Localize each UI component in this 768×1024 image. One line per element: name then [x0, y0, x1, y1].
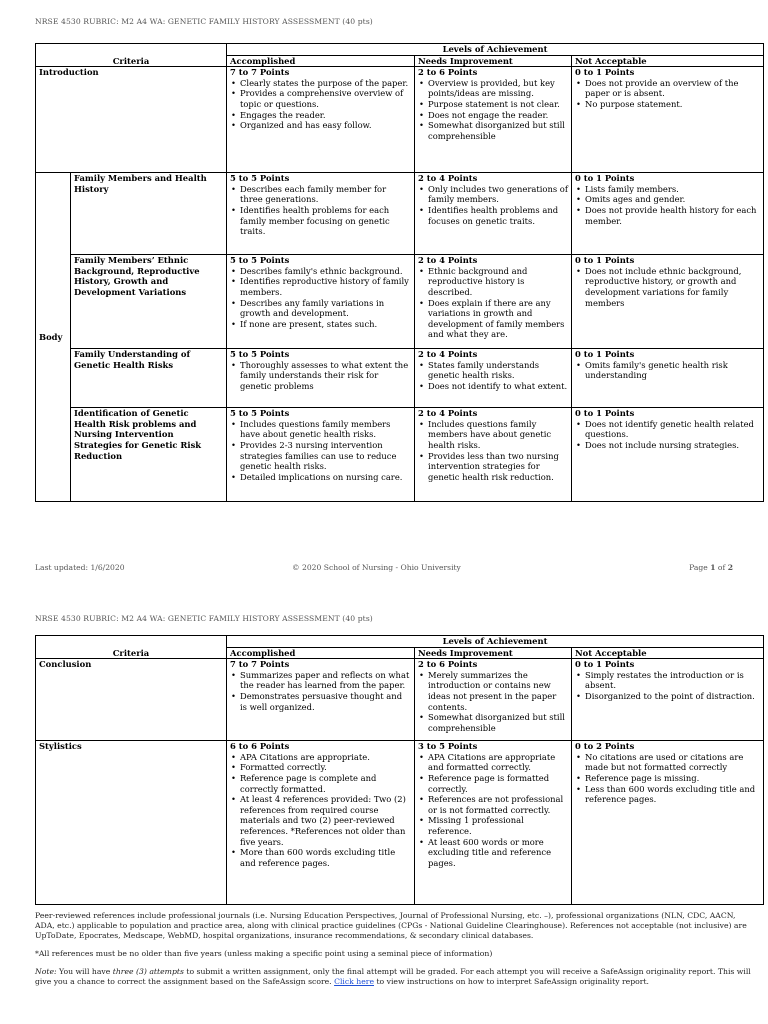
sub-criterion-label: Family Understanding of Genetic Health Risks	[71, 349, 227, 408]
points-range: 7 to 7 Points	[230, 67, 290, 78]
attempts-note	[35, 967, 753, 987]
page-header: NRSE 4530 RUBRIC: M2 A4 WA: GENETIC FAMILY HISTORY ASSESSMENT (40 pts)	[35, 17, 373, 26]
criterion-bullet: • Omits family's genetic health risk understanding	[585, 360, 760, 381]
criterion-bullet: • Identifies reproductive history of family members.	[240, 276, 411, 297]
points-range: 0 to 1 Points	[575, 173, 635, 184]
page-current: 1	[710, 563, 716, 572]
needs-improvement-cell	[415, 659, 572, 741]
criterion-bullet: • Does not identify genetic health related questions.	[585, 419, 760, 440]
criterion-bullet: • Ethnic background and reproductive history is described.	[428, 266, 568, 298]
accomplished-header: Accomplished	[227, 647, 415, 659]
rubric-table-page-2	[35, 635, 764, 905]
points-range: 2 to 6 Points	[418, 659, 478, 670]
criterion-bullet: • Does not identify to what extent.	[428, 381, 568, 392]
criteria-header: Criteria	[36, 636, 227, 659]
points-range: 6 to 6 Points	[230, 741, 290, 752]
criterion-bullet: • Demonstrates persuasive thought and is well organized.	[240, 691, 411, 712]
points-range: 3 to 5 Points	[418, 741, 478, 752]
criterion-bullet: • Includes questions family members have about genetic health risks.	[428, 419, 568, 451]
criterion-bullet: • Formatted correctly.	[240, 762, 411, 773]
page-number	[689, 563, 733, 572]
criterion-bullet: • Includes questions family members have about genetic health risks.	[240, 419, 411, 440]
accomplished-cell	[227, 349, 415, 408]
not-acceptable-header: Not Acceptable	[572, 55, 764, 67]
note-text-a: You will have	[56, 967, 113, 977]
criterion-label: Stylistics	[36, 741, 227, 905]
criterion-bullet: • More than 600 words excluding title and reference pages.	[240, 847, 411, 868]
criterion-bullet: • Somewhat disorganized but still comprehensible	[428, 712, 568, 733]
not-acceptable-header: Not Acceptable	[572, 647, 764, 659]
page-total: 2	[727, 563, 733, 572]
not-acceptable-cell	[572, 741, 764, 905]
points-range: 2 to 4 Points	[418, 349, 478, 360]
criterion-bullet: • Identifies health problems and focuses on genetic traits.	[428, 205, 568, 226]
criterion-bullet: • Does not provide health history for each member.	[585, 205, 760, 226]
criterion-bullet: • Organized and has easy follow.	[240, 120, 411, 131]
criterion-bullet: • Lists family members.	[585, 184, 760, 195]
points-range: 2 to 6 Points	[418, 67, 478, 78]
points-range: 7 to 7 Points	[230, 659, 290, 670]
criterion-bullet: • Reference page is missing.	[585, 773, 760, 784]
rubric-row-ethnic-background	[36, 255, 764, 349]
criterion-bullet: • No purpose statement.	[585, 99, 760, 110]
needs-improvement-cell	[415, 67, 572, 173]
needs-improvement-cell	[415, 741, 572, 905]
notes-section	[35, 911, 753, 996]
peer-reviewed-note: Peer-reviewed references include professional journals (i.e. Nursing Education Perspectives, Journal of Professional Nursing, etc. –), professional organizations (NLN, CDC, AACN, ADA, etc.) applicable to population and practice area, along with clinical practice guidelines (CPGs - National Guideline Clearinghouse). References not acceptable (not inclusive) are UpToDate, Epocrates, Medscape, WebMD, hospital organizations, insurance recommendations, & secondary clinical databases.	[35, 911, 747, 941]
criterion-bullet: • Simply restates the introduction or is absent.	[585, 670, 760, 691]
not-acceptable-cell	[572, 349, 764, 408]
points-range: 5 to 5 Points	[230, 408, 290, 419]
rubric-row-genetic-understanding	[36, 349, 764, 408]
criterion-bullet: • Only includes two generations of family members.	[428, 184, 568, 205]
rubric-row-stylistics	[36, 741, 764, 905]
page-header: NRSE 4530 RUBRIC: M2 A4 WA: GENETIC FAMILY HISTORY ASSESSMENT (40 pts)	[35, 614, 373, 623]
levels-header: Levels of Achievement	[227, 44, 764, 56]
criterion-bullet: • At least 4 references provided: Two (2) references from required course materials and two (2) peer-reviewed references. *References not older than five years.	[240, 794, 411, 847]
last-updated: Last updated: 1/6/2020	[35, 563, 125, 572]
points-range: 0 to 2 Points	[575, 741, 635, 752]
criterion-bullet: • Does not provide an overview of the paper or is absent.	[585, 78, 760, 99]
criterion-bullet: • Overview is provided, but key points/ideas are missing.	[428, 78, 568, 99]
criterion-bullet: • Reference page is complete and correctly formatted.	[240, 773, 411, 794]
note-label: Note:	[35, 967, 57, 977]
criterion-bullet: • Provides a comprehensive overview of topic or questions.	[240, 88, 411, 109]
accomplished-header: Accomplished	[227, 55, 415, 67]
levels-header: Levels of Achievement	[227, 636, 764, 648]
rubric-row-introduction	[36, 67, 764, 173]
accomplished-cell	[227, 741, 415, 905]
points-range: 0 to 1 Points	[575, 255, 635, 266]
points-range: 5 to 5 Points	[230, 173, 290, 184]
sub-criterion-label: Family Members and Health History	[71, 173, 227, 255]
page-prefix: Page	[689, 563, 711, 572]
criterion-bullet: • Does not include ethnic background, reproductive history, or growth and development variations for family members	[585, 266, 760, 308]
sub-criterion-label: Family Members’ Ethnic Background, Reproductive History, Growth and Development Variations	[71, 255, 227, 349]
criterion-bullet: • Reference page is formatted correctly.	[428, 773, 568, 794]
criterion-bullet: • Missing 1 professional reference.	[428, 815, 568, 836]
needs-improvement-header: Needs Improvement	[415, 55, 572, 67]
criterion-bullet: • Less than 600 words excluding title and reference pages.	[585, 784, 760, 805]
points-range: 2 to 4 Points	[418, 255, 478, 266]
points-range: 0 to 1 Points	[575, 659, 635, 670]
rubric-row-family-health-history	[36, 173, 764, 255]
criterion-bullet: • APA Citations are appropriate.	[240, 752, 411, 763]
criterion-bullet: • Provides less than two nursing intervention strategies for genetic health risk reduction.	[428, 451, 568, 483]
points-range: 0 to 1 Points	[575, 67, 635, 78]
criterion-bullet: • Describes any family variations in growth and development.	[240, 298, 411, 319]
note-attempts: three (3) attempts	[112, 967, 184, 977]
click-here-link[interactable]: Click here	[334, 977, 374, 987]
page-mid: of	[715, 563, 728, 572]
rubric-row-conclusion	[36, 659, 764, 741]
criterion-bullet: • References are not professional or is not formatted correctly.	[428, 794, 568, 815]
criterion-bullet: • Does not include nursing strategies.	[585, 440, 760, 451]
not-acceptable-cell	[572, 659, 764, 741]
criterion-bullet: • Purpose statement is not clear.	[428, 99, 568, 110]
not-acceptable-cell	[572, 255, 764, 349]
criterion-bullet: • States family understands genetic health risks.	[428, 360, 568, 381]
criterion-bullet: • APA Citations are appropriate and formatted correctly.	[428, 752, 568, 773]
criterion-bullet: • Describes each family member for three generations.	[240, 184, 411, 205]
points-range: 0 to 1 Points	[575, 349, 635, 360]
criterion-bullet: • Detailed implications on nursing care.	[240, 472, 411, 483]
criterion-bullet: • Does not engage the reader.	[428, 110, 568, 121]
criterion-bullet: • Merely summarizes the introduction or contains new ideas not present in the paper contents.	[428, 670, 568, 712]
criterion-label: Conclusion	[36, 659, 227, 741]
points-range: 5 to 5 Points	[230, 255, 290, 266]
needs-improvement-cell	[415, 173, 572, 255]
criterion-bullet: • Identifies health problems for each family member focusing on genetic traits.	[240, 205, 411, 237]
criterion-bullet: • Thoroughly assesses to what extent the family understands their risk for genetic problems	[240, 360, 411, 392]
criterion-bullet: • Disorganized to the point of distraction.	[585, 691, 760, 702]
note-text-b: to submit a written assignment, only the final attempt will be graded. For each attempt you will receive a SafeAssign originality report. This will give you a chance to correct the assignment based on the SafeAssign score.	[35, 967, 751, 987]
criterion-bullet: • Summarizes paper and reflects on what the reader has learned from the paper.	[240, 670, 411, 691]
accomplished-cell	[227, 659, 415, 741]
criterion-bullet: • No citations are used or citations are made but not formatted correctly	[585, 752, 760, 773]
points-range: 5 to 5 Points	[230, 349, 290, 360]
criterion-bullet: • Does explain if there are any variations in growth and development of family members and what they are.	[428, 298, 568, 340]
accomplished-cell	[227, 408, 415, 502]
not-acceptable-cell	[572, 173, 764, 255]
criterion-bullet: • At least 600 words or more excluding title and reference pages.	[428, 837, 568, 869]
criterion-bullet: • Somewhat disorganized but still comprehensible	[428, 120, 568, 141]
accomplished-cell	[227, 67, 415, 173]
reference-age-note: *All references must be no older than five years (unless making a specific point using a seminal piece of information)	[35, 949, 493, 959]
needs-improvement-cell	[415, 349, 572, 408]
criterion-bullet: • Describes family's ethnic background.	[240, 266, 411, 277]
criterion-bullet: • Omits ages and gender.	[585, 194, 760, 205]
criterion-label: Introduction	[36, 67, 227, 173]
body-section-label: Body	[36, 173, 71, 502]
criterion-bullet: • If none are present, states such.	[240, 319, 411, 330]
points-range: 2 to 4 Points	[418, 408, 478, 419]
criterion-bullet: • Clearly states the purpose of the paper.	[240, 78, 411, 89]
accomplished-cell	[227, 173, 415, 255]
copyright: © 2020 School of Nursing - Ohio University	[292, 563, 461, 572]
sub-criterion-label: Identification of Genetic Health Risk problems and Nursing Intervention Strategies for Genetic Risk Reduction	[71, 408, 227, 502]
accomplished-cell	[227, 255, 415, 349]
needs-improvement-cell	[415, 408, 572, 502]
needs-improvement-header: Needs Improvement	[415, 647, 572, 659]
not-acceptable-cell	[572, 67, 764, 173]
rubric-table-page-1	[35, 43, 764, 502]
criteria-header: Criteria	[36, 44, 227, 67]
points-range: 2 to 4 Points	[418, 173, 478, 184]
criterion-bullet: • Provides 2-3 nursing intervention strategies families can use to reduce genetic health risks.	[240, 440, 411, 472]
not-acceptable-cell	[572, 408, 764, 502]
note-text-c: to view instructions on how to interpret SafeAssign originality report.	[374, 977, 649, 987]
criterion-bullet: • Engages the reader.	[240, 110, 411, 121]
needs-improvement-cell	[415, 255, 572, 349]
points-range: 0 to 1 Points	[575, 408, 635, 419]
rubric-row-nursing-interventions	[36, 408, 764, 502]
